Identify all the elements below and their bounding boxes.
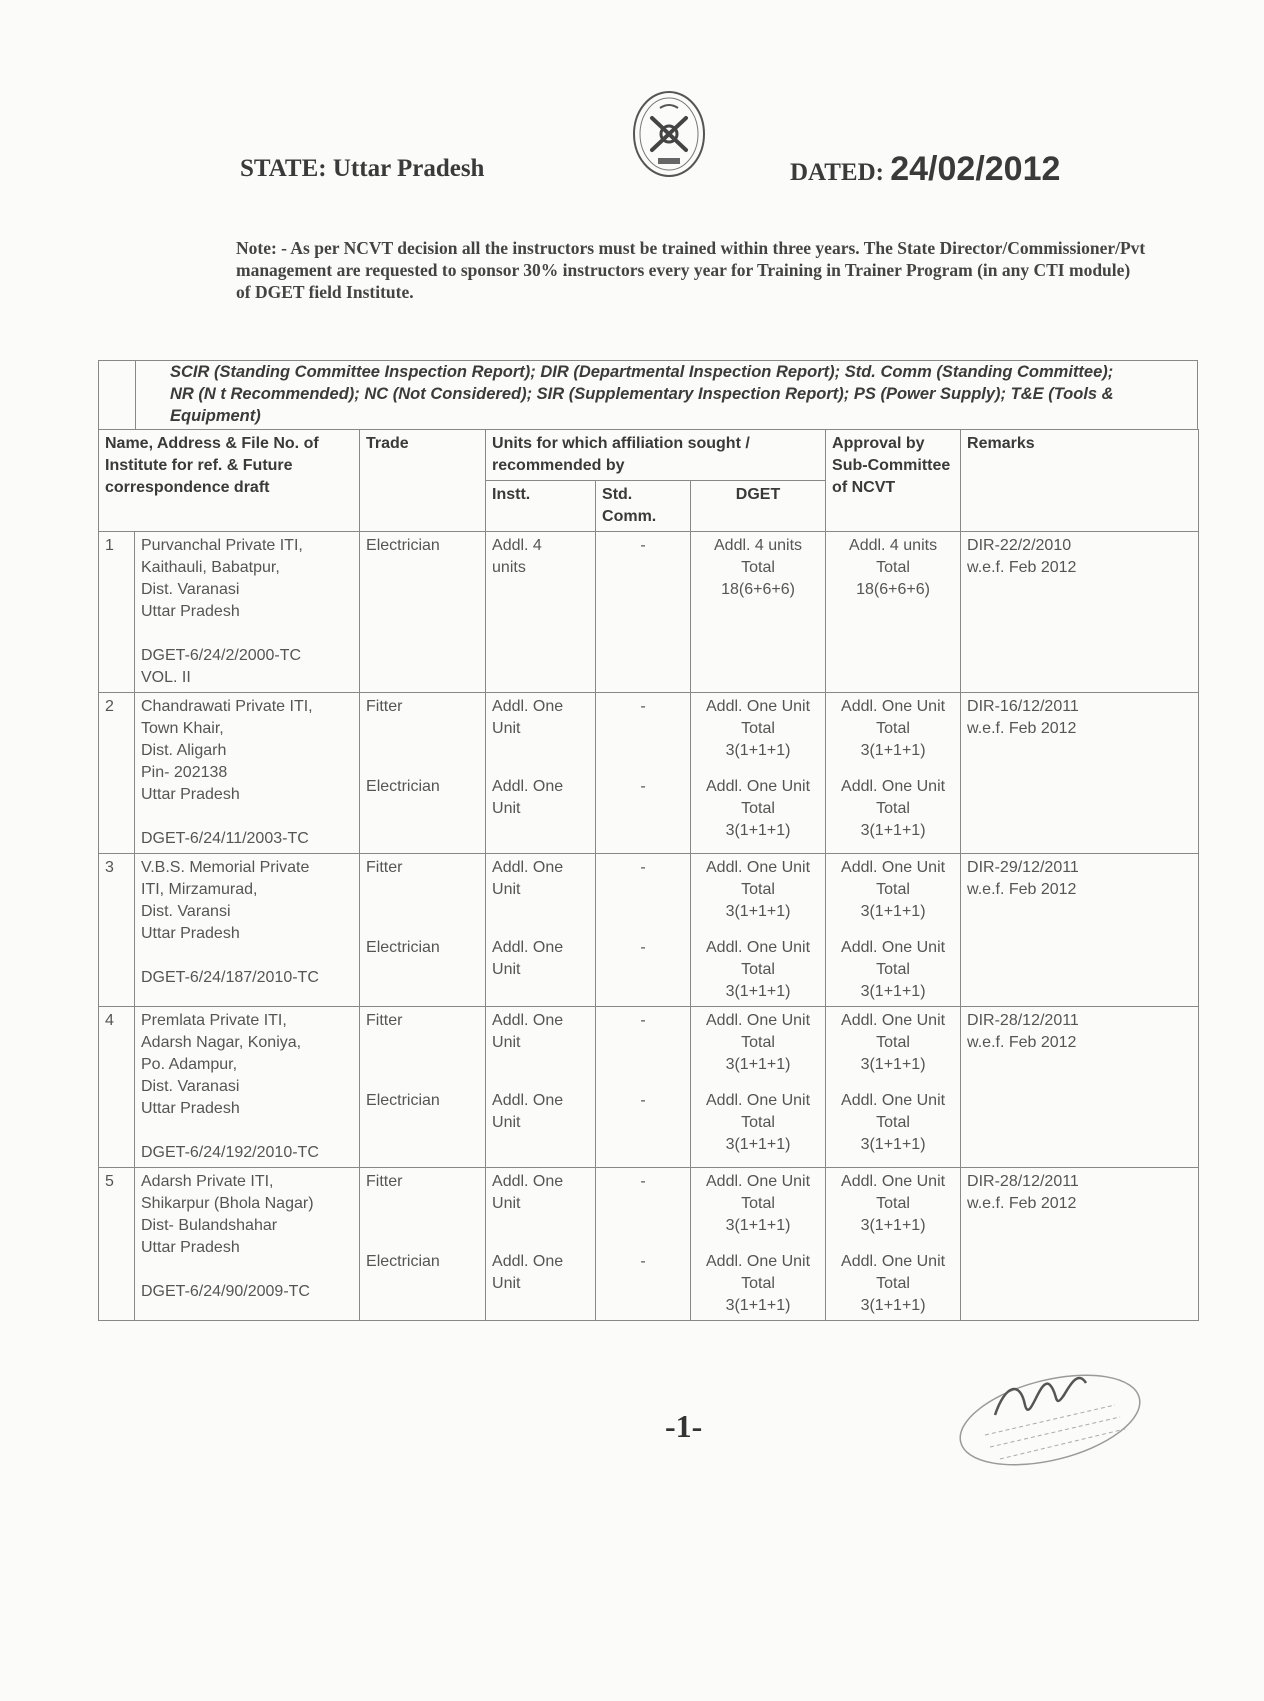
approval-units: Total bbox=[876, 1114, 910, 1131]
note-paragraph: Note: - As per NCVT decision all the instructors must be trained within three years. The State Director/Commissioner/Pvt management are requested to sponsor 30% instructors every year for Training in Trainer Program (in any CTI module) of DGET field Institute. bbox=[236, 238, 1146, 302]
instt-units: Addl. One bbox=[492, 778, 564, 795]
institute-address-line: Dist. Varanasi bbox=[141, 1078, 240, 1095]
trade-name: Fitter bbox=[366, 1012, 403, 1029]
dget-units: Addl. One Unit bbox=[706, 859, 811, 876]
approval-units-cell bbox=[826, 1168, 961, 1321]
state-label: STATE: bbox=[240, 155, 327, 182]
std-comm-value-cell bbox=[596, 854, 691, 1007]
dget-units: Total bbox=[741, 961, 775, 978]
instt-units: Addl. One bbox=[492, 698, 564, 715]
institute-address-line: Chandrawati Private ITI, bbox=[141, 698, 313, 715]
institute-address-line: DGET-6/24/2/2000-TC bbox=[141, 647, 302, 664]
institute-address-line: DGET-6/24/90/2009-TC bbox=[141, 1283, 310, 1300]
serial-number: 4 bbox=[99, 1007, 135, 1168]
instt-units: Unit bbox=[492, 1275, 521, 1292]
institute-address-line: VOL. II bbox=[141, 669, 191, 686]
approval-units: Total bbox=[876, 1034, 910, 1051]
std-comm-value: - bbox=[640, 939, 646, 956]
std-comm-value-cell bbox=[596, 532, 691, 693]
header-units: Units for which affiliation sought / recommended by bbox=[486, 430, 826, 481]
std-comm-value: - bbox=[640, 778, 646, 795]
serial-number: 5 bbox=[99, 1168, 135, 1321]
instt-units-cell bbox=[486, 532, 596, 693]
page-number: -1- bbox=[665, 1408, 703, 1444]
trade-name-cell bbox=[360, 1007, 486, 1168]
approval-units: Total bbox=[876, 720, 910, 737]
approval-units: 3(1+1+1) bbox=[860, 1136, 926, 1153]
remarks-line: w.e.f. Feb 2012 bbox=[967, 559, 1077, 576]
std-comm-value: - bbox=[640, 698, 646, 715]
institute-address-line: Adarsh Private ITI, bbox=[141, 1173, 274, 1190]
dget-units: Addl. One Unit bbox=[706, 1012, 811, 1029]
approval-units: Addl. One Unit bbox=[841, 1173, 946, 1190]
approval-units: Total bbox=[876, 961, 910, 978]
instt-units-cell bbox=[486, 854, 596, 1007]
dget-units: Addl. One Unit bbox=[706, 698, 811, 715]
institute-address-line: Town Khair, bbox=[141, 720, 224, 737]
serial-number: 3 bbox=[99, 854, 135, 1007]
dget-units: 3(1+1+1) bbox=[725, 1056, 791, 1073]
abbreviations-legend: SCIR (Standing Committee Inspection Report); DIR (Departmental Inspection Report); Std. Comm (Standing Committee); NR (N t Recommended); NC (Not Considered); SIR (Supplementary Inspection Report); PS (Power Supply); T&E (Tools & Equipment) bbox=[170, 363, 1114, 425]
instt-units: units bbox=[492, 559, 526, 576]
dget-units: Total bbox=[741, 800, 775, 817]
remarks-line: DIR-29/12/2011 bbox=[967, 859, 1079, 876]
dget-units: 3(1+1+1) bbox=[725, 1217, 791, 1234]
dated-label: DATED: bbox=[790, 159, 884, 186]
approval-units: Addl. One Unit bbox=[841, 1092, 946, 1109]
instt-units: Addl. One bbox=[492, 1173, 564, 1190]
approval-units-cell bbox=[826, 1007, 961, 1168]
table-row bbox=[99, 1168, 1199, 1321]
approval-units: Total bbox=[876, 1195, 910, 1212]
remarks-line: DIR-28/12/2011 bbox=[967, 1012, 1079, 1029]
remarks-line: w.e.f. Feb 2012 bbox=[967, 881, 1077, 898]
dget-units: 18(6+6+6) bbox=[721, 581, 795, 598]
remarks-line: DIR-16/12/2011 bbox=[967, 698, 1079, 715]
institute-address-line: Adarsh Nagar, Koniya, bbox=[141, 1034, 302, 1051]
instt-units: Addl. One bbox=[492, 859, 564, 876]
trade-name-cell bbox=[360, 532, 486, 693]
instt-units: Addl. One bbox=[492, 939, 564, 956]
trade-name-cell bbox=[360, 693, 486, 854]
institute-address-line: Kaithauli, Babatpur, bbox=[141, 559, 280, 576]
dated-value: 24/02/2012 bbox=[890, 150, 1061, 188]
dget-units: Total bbox=[741, 1275, 775, 1292]
trade-name: Electrician bbox=[366, 939, 440, 956]
dget-units: Addl. One Unit bbox=[706, 1253, 811, 1270]
institute-address-line bbox=[141, 1120, 353, 1142]
dget-units: Total bbox=[741, 720, 775, 737]
approval-units: Addl. One Unit bbox=[841, 1253, 946, 1270]
trade-name: Fitter bbox=[366, 1173, 403, 1190]
header-instt: Instt. bbox=[486, 481, 596, 532]
dget-units: 3(1+1+1) bbox=[725, 903, 791, 920]
trade-name: Fitter bbox=[366, 698, 403, 715]
remarks-line: DIR-22/2/2010 bbox=[967, 537, 1072, 554]
dget-units: 3(1+1+1) bbox=[725, 983, 791, 1000]
std-comm-value: - bbox=[640, 1012, 646, 1029]
approval-units-cell bbox=[826, 532, 961, 693]
affiliation-table bbox=[98, 429, 1199, 1321]
dget-units-cell bbox=[691, 532, 826, 693]
instt-units-cell bbox=[486, 1007, 596, 1168]
approval-units: Addl. One Unit bbox=[841, 1012, 946, 1029]
dget-units: Total bbox=[741, 1114, 775, 1131]
institute-address-line bbox=[141, 623, 353, 645]
std-comm-value: - bbox=[640, 1092, 646, 1109]
approval-units: 3(1+1+1) bbox=[860, 1217, 926, 1234]
emblem-icon bbox=[630, 88, 708, 180]
institute-address-line: Uttar Pradesh bbox=[141, 603, 240, 620]
dget-units: Addl. 4 units bbox=[714, 537, 803, 554]
approval-units: 3(1+1+1) bbox=[860, 822, 926, 839]
serial-number: 1 bbox=[99, 532, 135, 693]
std-comm-value: - bbox=[640, 859, 646, 876]
approval-units: Addl. One Unit bbox=[841, 698, 946, 715]
institute-address-line: ITI, Mirzamurad, bbox=[141, 881, 258, 898]
trade-name: Electrician bbox=[366, 1092, 440, 1109]
dget-units-cell bbox=[691, 1007, 826, 1168]
institute-address-line: Uttar Pradesh bbox=[141, 1239, 240, 1256]
std-comm-value: - bbox=[640, 537, 646, 554]
institute-address-line: DGET-6/24/11/2003-TC bbox=[141, 830, 309, 847]
institute-address-line: Premlata Private ITI, bbox=[141, 1012, 287, 1029]
trade-name: Fitter bbox=[366, 859, 403, 876]
header-dget: DGET bbox=[691, 481, 826, 532]
table-row bbox=[99, 693, 1199, 854]
remarks-cell bbox=[961, 854, 1199, 1007]
dget-units: 3(1+1+1) bbox=[725, 1297, 791, 1314]
institute-address-line: Uttar Pradesh bbox=[141, 1100, 240, 1117]
instt-units: Addl. One bbox=[492, 1012, 564, 1029]
approval-units: Total bbox=[876, 559, 910, 576]
institute-address-line bbox=[141, 1259, 353, 1281]
instt-units-cell bbox=[486, 693, 596, 854]
serial-number: 2 bbox=[99, 693, 135, 854]
trade-name: Electrician bbox=[366, 778, 440, 795]
instt-units: Unit bbox=[492, 1114, 521, 1131]
approval-units: Total bbox=[876, 800, 910, 817]
institute-address-line: DGET-6/24/192/2010-TC bbox=[141, 1144, 319, 1161]
institute-address-line: Uttar Pradesh bbox=[141, 925, 240, 942]
institute-address-cell bbox=[135, 693, 360, 854]
institute-address-line: Pin- 202138 bbox=[141, 764, 228, 781]
dget-units: Total bbox=[741, 559, 775, 576]
approval-units: Total bbox=[876, 1275, 910, 1292]
institute-address-line bbox=[141, 806, 353, 828]
approval-units: 3(1+1+1) bbox=[860, 1056, 926, 1073]
table-body bbox=[99, 532, 1199, 1321]
institute-address-line: Po. Adampur, bbox=[141, 1056, 238, 1073]
approval-units: Addl. One Unit bbox=[841, 939, 946, 956]
dget-units: Addl. One Unit bbox=[706, 1173, 811, 1190]
trade-name-cell bbox=[360, 1168, 486, 1321]
instt-units: Unit bbox=[492, 720, 521, 737]
std-comm-value: - bbox=[640, 1173, 646, 1190]
institute-address-line bbox=[141, 945, 353, 967]
dget-units: Total bbox=[741, 1195, 775, 1212]
std-comm-value-cell bbox=[596, 693, 691, 854]
dget-units: Total bbox=[741, 1034, 775, 1051]
dget-units: 3(1+1+1) bbox=[725, 742, 791, 759]
header-std: Std. Comm. bbox=[596, 481, 691, 532]
remarks-cell bbox=[961, 1168, 1199, 1321]
state-heading bbox=[240, 155, 484, 183]
approval-units: 18(6+6+6) bbox=[856, 581, 930, 598]
institute-address-cell bbox=[135, 1007, 360, 1168]
approval-units-cell bbox=[826, 693, 961, 854]
std-comm-value-cell bbox=[596, 1168, 691, 1321]
approval-units: Addl. One Unit bbox=[841, 778, 946, 795]
trade-name: Electrician bbox=[366, 537, 440, 554]
institute-address-line: Shikarpur (Bhola Nagar) bbox=[141, 1195, 314, 1212]
dget-units: 3(1+1+1) bbox=[725, 822, 791, 839]
instt-units: Unit bbox=[492, 1195, 521, 1212]
std-comm-value: - bbox=[640, 1253, 646, 1270]
remarks-cell bbox=[961, 532, 1199, 693]
table-row bbox=[99, 1007, 1199, 1168]
institute-address-cell bbox=[135, 532, 360, 693]
approval-units-cell bbox=[826, 854, 961, 1007]
header-approval: Approval by Sub-Committee of NCVT bbox=[826, 430, 961, 532]
approval-units: Addl. 4 units bbox=[849, 537, 938, 554]
institute-address-cell bbox=[135, 1168, 360, 1321]
approval-units: 3(1+1+1) bbox=[860, 903, 926, 920]
table-row bbox=[99, 854, 1199, 1007]
institute-address-line: Purvanchal Private ITI, bbox=[141, 537, 303, 554]
remarks-line: w.e.f. Feb 2012 bbox=[967, 1034, 1077, 1051]
dated-heading bbox=[790, 150, 1060, 189]
remarks-cell bbox=[961, 1007, 1199, 1168]
state-value: Uttar Pradesh bbox=[332, 155, 485, 182]
instt-units: Addl. 4 bbox=[492, 537, 542, 554]
header-remarks: Remarks bbox=[961, 430, 1199, 532]
approval-units: 3(1+1+1) bbox=[860, 742, 926, 759]
instt-units-cell bbox=[486, 1168, 596, 1321]
approval-units: 3(1+1+1) bbox=[860, 983, 926, 1000]
dget-units-cell bbox=[691, 693, 826, 854]
institute-address-line: Dist. Varansi bbox=[141, 903, 231, 920]
institute-address-cell bbox=[135, 854, 360, 1007]
approval-units: Addl. One Unit bbox=[841, 859, 946, 876]
institute-address-line: DGET-6/24/187/2010-TC bbox=[141, 969, 319, 986]
remarks-line: w.e.f. Feb 2012 bbox=[967, 1195, 1077, 1212]
instt-units: Unit bbox=[492, 961, 521, 978]
remarks-line: DIR-28/12/2011 bbox=[967, 1173, 1079, 1190]
institute-address-line: V.B.S. Memorial Private bbox=[141, 859, 310, 876]
instt-units: Addl. One bbox=[492, 1253, 564, 1270]
institute-address-line: Uttar Pradesh bbox=[141, 786, 240, 803]
instt-units: Unit bbox=[492, 881, 521, 898]
institute-address-line: Dist. Varanasi bbox=[141, 581, 240, 598]
instt-units: Unit bbox=[492, 800, 521, 817]
approval-units: 3(1+1+1) bbox=[860, 1297, 926, 1314]
table-row bbox=[99, 532, 1199, 693]
dget-units: 3(1+1+1) bbox=[725, 1136, 791, 1153]
trade-name-cell bbox=[360, 854, 486, 1007]
instt-units: Unit bbox=[492, 1034, 521, 1051]
header-trade: Trade bbox=[360, 430, 486, 532]
trade-name: Electrician bbox=[366, 1253, 440, 1270]
instt-units: Addl. One bbox=[492, 1092, 564, 1109]
remarks-line: w.e.f. Feb 2012 bbox=[967, 720, 1077, 737]
std-comm-value-cell bbox=[596, 1007, 691, 1168]
institute-address-line: Dist- Bulandshahar bbox=[141, 1217, 278, 1234]
dget-units: Addl. One Unit bbox=[706, 778, 811, 795]
dget-units-cell bbox=[691, 854, 826, 1007]
institute-address-line: Dist. Aligarh bbox=[141, 742, 227, 759]
dget-units-cell bbox=[691, 1168, 826, 1321]
dget-units: Addl. One Unit bbox=[706, 1092, 811, 1109]
official-stamp-signature bbox=[955, 1355, 1155, 1485]
header-name: Name, Address & File No. of Institute for ref. & Future correspondence draft bbox=[99, 430, 360, 532]
approval-units: Total bbox=[876, 881, 910, 898]
remarks-cell bbox=[961, 693, 1199, 854]
dget-units: Total bbox=[741, 881, 775, 898]
dget-units: Addl. One Unit bbox=[706, 939, 811, 956]
